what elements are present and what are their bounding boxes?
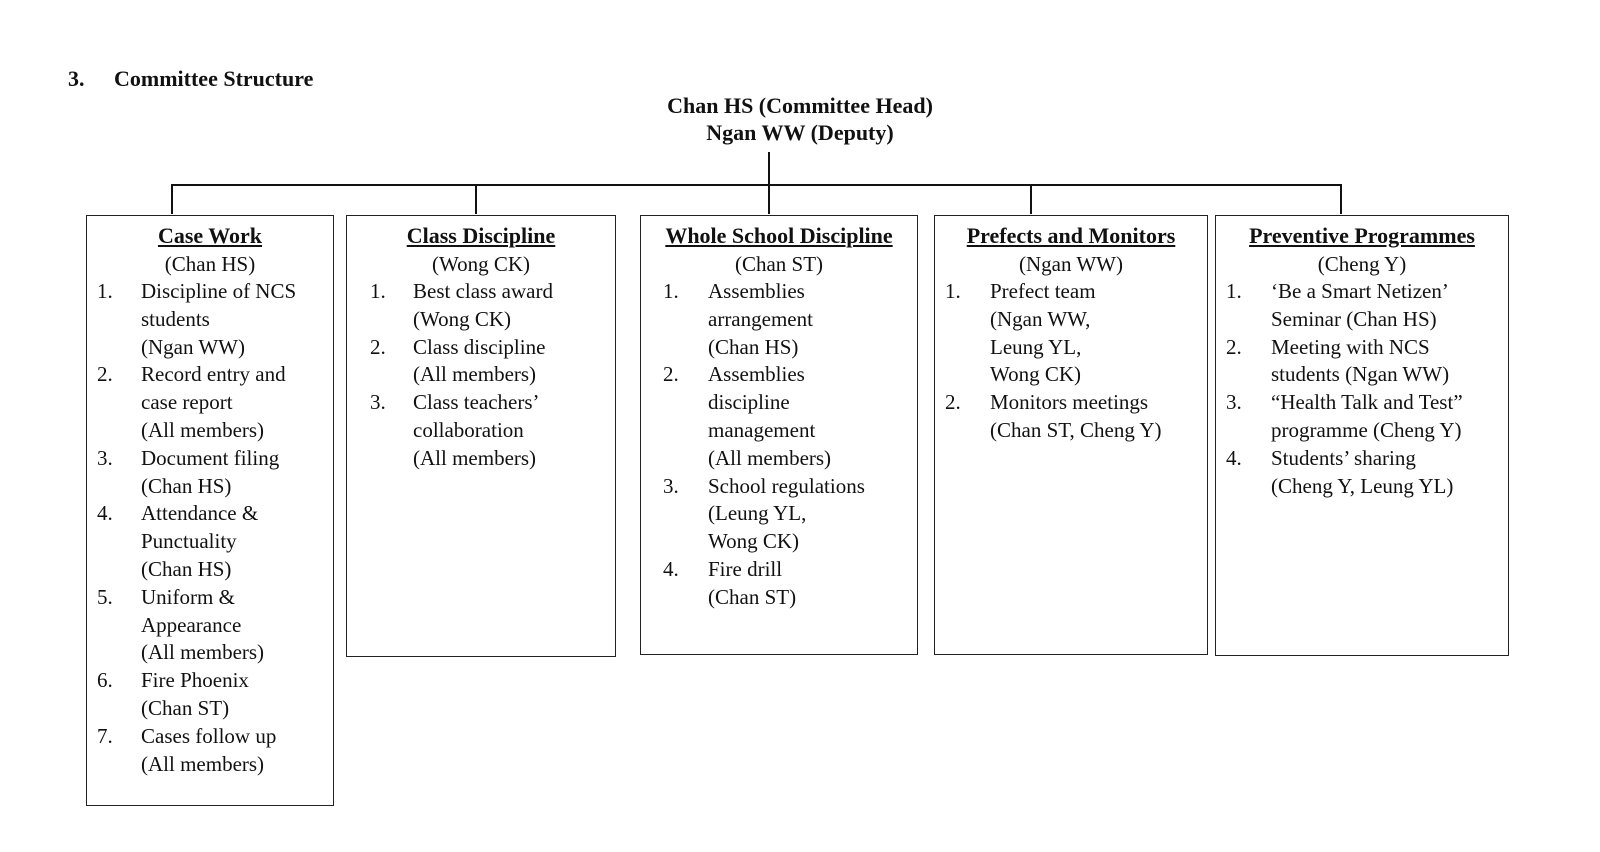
duty-item — [641, 361, 917, 472]
box-lead-person: (Chan ST) — [734, 252, 824, 276]
connector-drop-prefects — [1030, 184, 1032, 214]
duty-item — [87, 723, 333, 779]
duty-item-line: Assemblies — [708, 362, 805, 387]
duty-item-line: (Chan HS) — [141, 473, 232, 498]
duty-item-number: 5. — [97, 584, 113, 609]
duty-item — [641, 556, 917, 612]
connector-drop-case-work — [171, 184, 173, 214]
duty-item-line: (Wong CK) — [413, 306, 512, 331]
duty-item-line: (All members) — [141, 640, 265, 665]
connector-drop-preventive — [1340, 184, 1342, 214]
duty-item-line: Uniform & — [141, 584, 235, 609]
duty-item-line: management — [708, 417, 816, 442]
duty-item-line: (Leung YL, — [708, 501, 807, 526]
duty-item-number: 3. — [1226, 390, 1242, 415]
duty-item — [935, 389, 1207, 445]
duty-item — [87, 361, 333, 444]
box-case-work — [86, 215, 334, 806]
duty-item — [87, 445, 333, 501]
duty-item-line: Seminar (Chan HS) — [1271, 306, 1437, 331]
section-title: Committee Structure — [114, 66, 314, 91]
duty-list — [347, 278, 615, 473]
duty-item-line: Punctuality — [141, 529, 237, 554]
duty-item-line: (Chan HS) — [141, 556, 232, 581]
duty-item-line: students (Ngan WW) — [1271, 362, 1450, 387]
box-lead-person: (Chan HS) — [164, 252, 256, 276]
box-title: Prefects and Monitors — [966, 223, 1176, 248]
duty-item-line: (Chan ST) — [141, 695, 230, 720]
duty-item-line: Wong CK) — [708, 529, 800, 554]
duty-item-number: 2. — [1226, 334, 1242, 359]
duty-item-number: 1. — [945, 279, 961, 303]
duty-item-line: Meeting with NCS — [1271, 334, 1430, 359]
duty-item — [87, 584, 333, 667]
duty-item-line: case report — [141, 390, 233, 415]
duty-item-line: School regulations — [708, 473, 865, 498]
duty-item-number: 1. — [1226, 279, 1242, 303]
duty-item-line: Best class award — [413, 279, 553, 303]
box-preventive-programmes — [1215, 215, 1509, 656]
duty-item — [641, 473, 917, 556]
duty-item-number: 2. — [97, 362, 113, 387]
duty-item-line: Document filing — [141, 445, 280, 470]
duty-item-number: 1. — [370, 279, 386, 303]
duty-list — [1216, 278, 1508, 500]
duty-item — [347, 389, 615, 472]
duty-item-number: 2. — [370, 334, 386, 359]
connector-head-trunk — [768, 152, 770, 186]
duty-item-number: 1. — [663, 279, 679, 303]
duty-item-number: 4. — [1226, 445, 1242, 470]
box-lead-person: (Cheng Y) — [1317, 252, 1407, 276]
duty-item — [87, 278, 333, 361]
duty-item-number: 3. — [663, 473, 679, 498]
duty-item-line: Monitors meetings — [990, 390, 1149, 415]
box-title: Preventive Programmes — [1249, 223, 1475, 248]
duty-item-number: 6. — [97, 668, 113, 693]
duty-item-number: 1. — [97, 279, 113, 303]
duty-item-line: discipline — [708, 390, 790, 415]
duty-item-line: students — [141, 306, 210, 331]
duty-list — [935, 278, 1207, 445]
duty-item-line: Leung YL, — [990, 334, 1082, 359]
committee-deputy-name: Ngan WW (Deputy) — [706, 120, 894, 145]
committee-head-name: Chan HS (Committee Head) — [667, 93, 933, 118]
duty-item — [935, 278, 1207, 389]
section-number: 3. — [68, 66, 85, 91]
box-title: Whole School Discipline — [665, 223, 893, 248]
duty-item-line: Class teachers’ — [413, 390, 540, 415]
duty-item — [87, 667, 333, 723]
duty-item — [1216, 389, 1508, 445]
section-heading — [68, 66, 313, 92]
box-whole-school-discipline — [640, 215, 918, 655]
duty-item-line: (All members) — [141, 417, 265, 442]
box-class-discipline — [346, 215, 616, 657]
duty-item — [347, 278, 615, 334]
duty-item-line: (Ngan WW) — [141, 334, 245, 359]
duty-item-number: 2. — [663, 362, 679, 387]
connector-drop-whole-school — [768, 184, 770, 214]
duty-item — [1216, 278, 1508, 334]
duty-item — [347, 334, 615, 390]
duty-item-line: Class discipline — [413, 334, 546, 359]
duty-list — [641, 278, 917, 612]
duty-item-number: 7. — [97, 723, 113, 748]
committee-head-node — [560, 92, 1040, 146]
duty-item-number: 4. — [97, 501, 113, 526]
duty-item-line: Appearance — [141, 612, 242, 637]
duty-item-line: (All members) — [413, 445, 537, 470]
box-lead-person: (Wong CK) — [431, 252, 531, 276]
duty-item-line: Discipline of NCS — [141, 279, 297, 303]
box-lead-person: (Ngan WW) — [1019, 252, 1123, 276]
duty-item-line: Cases follow up — [141, 723, 277, 748]
duty-item-line: collaboration — [413, 417, 524, 442]
duty-item-number: 3. — [97, 445, 113, 470]
box-title: Case Work — [157, 223, 263, 248]
box-prefects-and-monitors — [934, 215, 1208, 655]
duty-item-number: 3. — [370, 390, 386, 415]
duty-item-line: (Chan ST) — [708, 584, 797, 609]
duty-item-line: Assemblies — [708, 279, 805, 303]
duty-item-line: Record entry and — [141, 362, 286, 387]
duty-item — [87, 500, 333, 583]
duty-item — [1216, 445, 1508, 501]
connector-horizontal-bar — [171, 184, 1342, 186]
duty-item-number: 2. — [945, 390, 961, 415]
duty-item — [641, 278, 917, 361]
duty-item-line: (Chan ST, Cheng Y) — [990, 417, 1162, 442]
duty-item-line: (Cheng Y, Leung YL) — [1271, 473, 1454, 498]
duty-item-line: Fire Phoenix — [141, 668, 249, 693]
box-title: Class Discipline — [406, 223, 556, 248]
duty-item-line: (Chan HS) — [708, 334, 799, 359]
duty-item-line: “Health Talk and Test” — [1271, 390, 1463, 415]
duty-item-line: Students’ sharing — [1271, 445, 1416, 470]
duty-item-line: ‘Be a Smart Netizen’ — [1271, 279, 1449, 303]
duty-item — [1216, 334, 1508, 390]
duty-item-line: programme (Cheng Y) — [1271, 417, 1462, 442]
duty-item-line: Prefect team — [990, 279, 1096, 303]
duty-item-line: (All members) — [413, 362, 537, 387]
duty-item-line: (Ngan WW, — [990, 306, 1091, 331]
connector-drop-class-discipline — [475, 184, 477, 214]
duty-item-line: arrangement — [708, 306, 813, 331]
duty-item-line: Fire drill — [708, 556, 783, 581]
duty-item-number: 4. — [663, 556, 679, 581]
duty-item-line: (All members) — [708, 445, 832, 470]
duty-list — [87, 278, 333, 778]
duty-item-line: Attendance & — [141, 501, 259, 526]
duty-item-line: (All members) — [141, 751, 265, 776]
duty-item-line: Wong CK) — [990, 362, 1082, 387]
